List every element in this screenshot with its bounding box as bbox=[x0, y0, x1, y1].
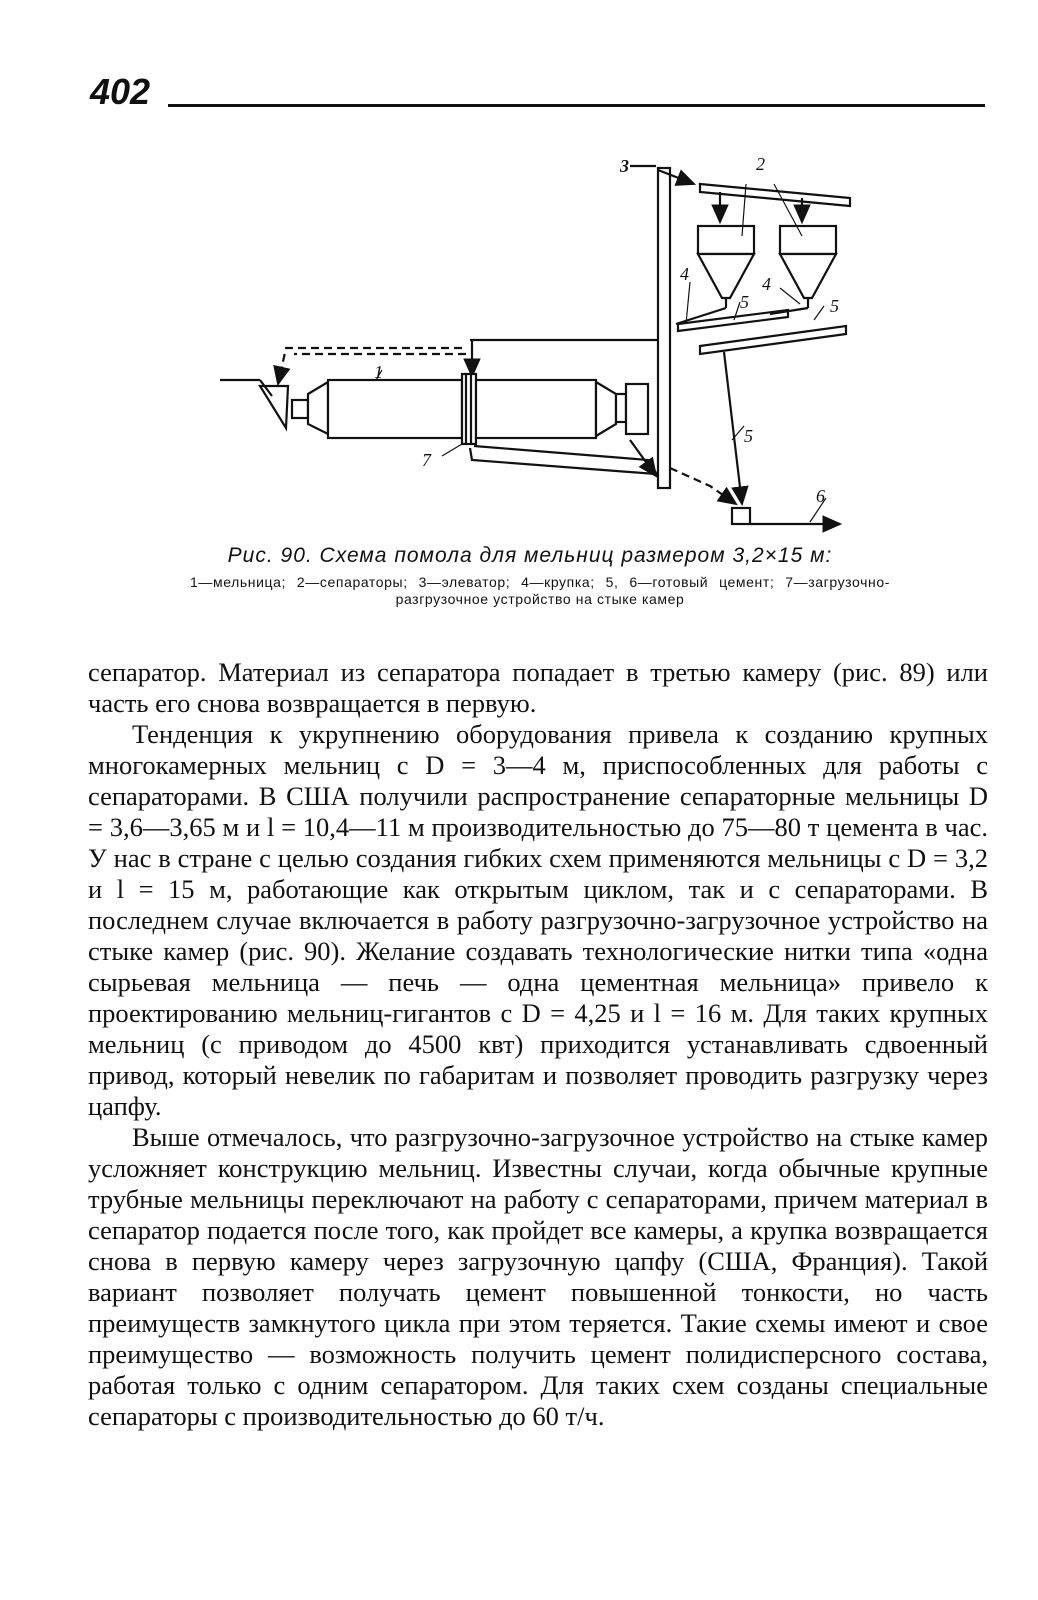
grinding-scheme-diagram bbox=[210, 148, 860, 538]
label-1: 1 bbox=[374, 362, 383, 382]
page-header bbox=[90, 72, 985, 112]
feed-hopper bbox=[260, 386, 288, 428]
product-outlet bbox=[732, 508, 750, 524]
page-number: 402 bbox=[90, 71, 151, 112]
tube-mill bbox=[292, 374, 648, 444]
label-3: 3 bbox=[620, 156, 629, 176]
paragraph-2: Тенденция к укрупнению оборудования привела к созданию крупных многокамерных мельниц с D = 3—4 м, приспособленных для работы с сепараторами. В США получили распространение сепараторные мельницы D = 3,6—3,65 м и l = 10,4—11 м производительностью до 75—80 т цемента в час. У нас в стране с целью создания гибких схем применяются мельницы с D = 3,2 и l = 15 м, работающие как открытым циклом, так и с сепараторами. В последнем случае включается в работу разгрузочно-загрузочное устройство на стыке камер (рис. 90). Желание создавать технологические нитки типа «одна сырьевая мельница — печь — одна цементная мельница» привело к проектированию мельниц-гигантов с D = 4,25 и l = 16 м. Для таких крупных мельниц (с приводом до 4500 квт) приходится устанавливать сдвоенный привод, который невелик по габаритам и позволяет проводить разгрузку через цапфу. bbox=[88, 719, 988, 1121]
grits-conveyor-2 bbox=[700, 326, 846, 354]
label-5c: 5 bbox=[744, 426, 753, 446]
label-2: 2 bbox=[756, 154, 765, 174]
label-6: 6 bbox=[816, 486, 825, 506]
label-7: 7 bbox=[422, 450, 431, 470]
grinding-scheme-figure bbox=[210, 148, 860, 538]
header-rule bbox=[168, 104, 985, 107]
elevator bbox=[658, 168, 670, 488]
label-5b: 5 bbox=[830, 296, 839, 316]
separator-2 bbox=[780, 226, 836, 308]
label-4b: 4 bbox=[762, 274, 771, 294]
body-text bbox=[88, 657, 988, 1432]
paragraph-3: Выше отмечалось, что разгрузочно-загрузочное устройство на стыке камер усложняет конструкцию мельниц. Известны случаи, когда обычные крупные трубные мельницы переключают на работу с сепараторами, причем материал в сепаратор подается после того, как пройдет все камеры, а крупка возвращается снова в первую камеру через загрузочную цапфу (США, Франция). Такой вариант позволяет получать цемент повышенной тонкости, но часть преимуществ замкнутого цикла при этом теряется. Такие схемы имеют и свое преимущество — возможность получить цемент полидисперсного состава, работая только с одним сепаратором. Для таких схем созданы специальные сепараторы с производительностью до 60 т/ч. bbox=[88, 1122, 988, 1431]
top-conveyor bbox=[700, 184, 850, 206]
figure-caption-title: Рис. 90. Схема помола для мельниц размером 3,2×15 м: bbox=[227, 544, 833, 567]
paragraph-1: сепаратор. Материал из сепаратора попадает в третью камеру (рис. 89) или часть его снова возвращается в первую. bbox=[88, 657, 988, 718]
label-5a: 5 bbox=[740, 292, 749, 312]
label-4a: 4 bbox=[680, 264, 689, 284]
figure-caption-legend: 1—мельница; 2—сепараторы; 3—элеватор; 4—крупка; 5, 6—готовый цемент; 7—загрузочно-разгрузочное устройство на стыке камер bbox=[190, 574, 890, 607]
